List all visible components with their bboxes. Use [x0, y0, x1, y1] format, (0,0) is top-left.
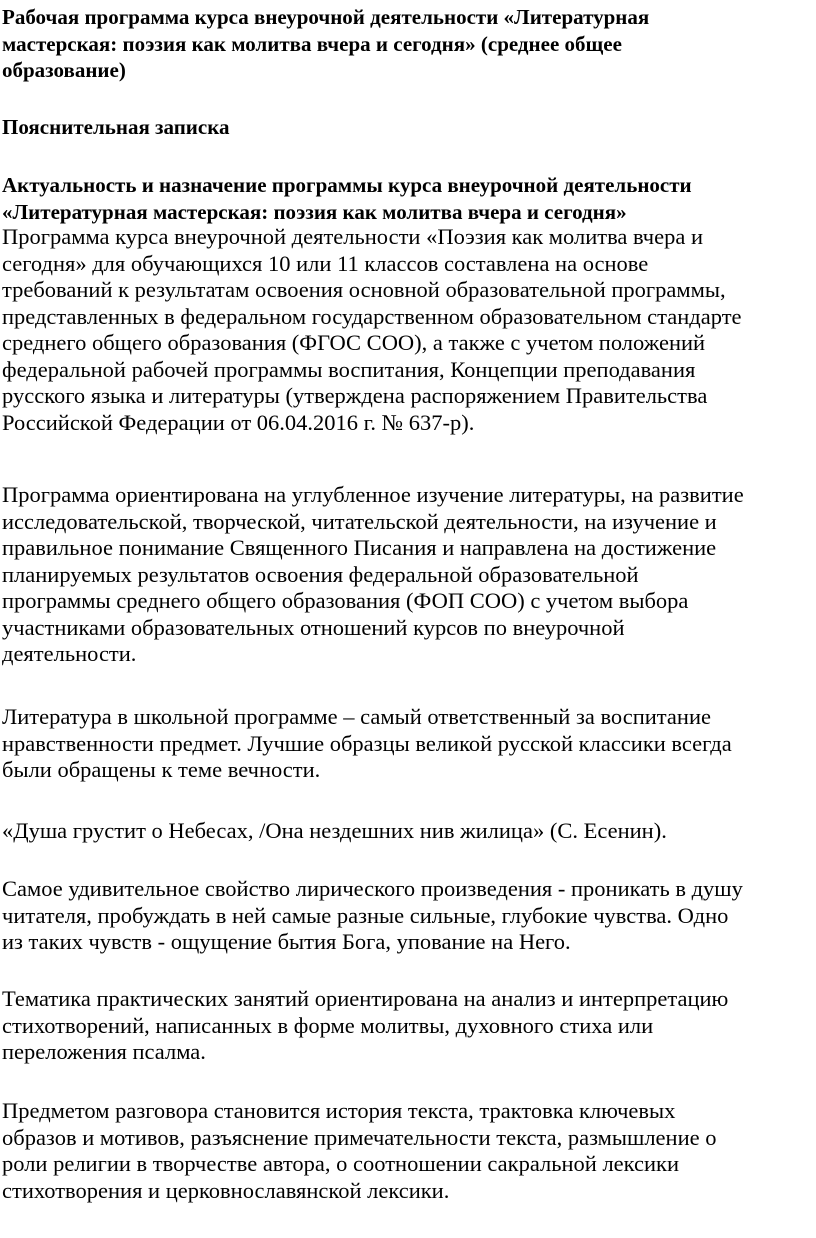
paragraph-line: Предметом разговора становится история текста, трактовка ключевых — [2, 1098, 676, 1123]
section-heading: Пояснительная записка — [2, 115, 230, 139]
paragraph-line: из таких чувств - ощущение бытия Бога, упование на Него. — [2, 929, 571, 954]
paragraph-program-orientation — [2, 482, 814, 668]
paragraph-line: Программа ориентирована на углубленное изучение литературы, на развитие — [2, 482, 744, 507]
paragraph-line: требований к результатам освоения основной образовательной программы, — [2, 277, 726, 302]
paragraph-discussion-subject — [2, 1098, 814, 1204]
paragraph-line: стихотворений, написанных в форме молитвы, духовного стиха или — [2, 1012, 654, 1038]
paragraph-line: образов и мотивов, разъяснение примечательности текста, размышление о — [2, 1124, 717, 1150]
paragraph-lyric-property — [2, 876, 814, 956]
paragraph-line: стихотворения и церковнославянской лексики. — [2, 1177, 450, 1203]
paragraph-line: планируемых результатов освоения федеральной образовательной — [2, 561, 639, 587]
subsection-heading-line: «Литературная мастерская: поэзия как молитва вчера и сегодня» — [2, 199, 627, 224]
paragraph-line: деятельности. — [2, 641, 137, 666]
paragraph-line: представленных в федеральном государственном образовательном стандарте — [2, 303, 742, 329]
paragraph-literature-role — [2, 704, 814, 784]
paragraph-line: программы среднего общего образования (ФОП СОО) с учетом выбора — [2, 588, 689, 613]
paragraph-line: роли религии в творчестве автора, о соотношении сакральной лексики — [2, 1151, 680, 1176]
title-line: Рабочая программа курса внеурочной деятельности «Литературная — [2, 5, 650, 29]
paragraph-program-basis — [2, 224, 814, 436]
paragraph-line: переложения псалма. — [2, 1039, 206, 1064]
paragraph-line: были обращены к теме вечности. — [2, 757, 321, 782]
paragraph-line: нравственности предмет. Лучшие образцы великой русской классики всегда — [2, 730, 732, 756]
paragraph-line: среднего общего образования (ФГОС СОО), а также с учетом положений — [2, 330, 706, 355]
paragraph-line: сегодня» для обучающихся 10 или 11 классов составлена на основе — [2, 250, 649, 276]
paragraph-practical-topics — [2, 986, 814, 1066]
paragraph-line: Программа курса внеурочной деятельности «Поэзия как молитва вчера и — [2, 224, 704, 249]
quote-esenin — [2, 818, 814, 845]
paragraph-line: Самое удивительное свойство лирического произведения - проникать в душу — [2, 876, 743, 901]
title-line: мастерская: поэзия как молитва вчера и сегодня» (среднее общее — [2, 31, 622, 56]
subsection-heading-line: Актуальность и назначение программы курса внеурочной деятельности — [2, 173, 692, 197]
paragraph-line: русского языка и литературы (утверждена распоряжением Правительства — [2, 383, 708, 408]
paragraph-line: Литература в школьной программе – самый ответственный за воспитание — [2, 704, 711, 729]
subsection-heading — [2, 172, 814, 225]
paragraph-line: участниками образовательных отношений курсов по внеурочной — [2, 614, 625, 640]
title-line: образование) — [2, 58, 126, 82]
paragraph-line: федеральной рабочей программы воспитания, Концепции преподавания — [2, 356, 696, 382]
document-title — [2, 4, 814, 84]
paragraph-line: Тематика практических занятий ориентирована на анализ и интерпретацию — [2, 986, 729, 1011]
quote-line: «Душа грустит о Небесах, /Она нездешних нив жилица» (С. Есенин). — [2, 818, 667, 843]
paragraph-line: читателя, пробуждать в ней самые разные сильные, глубокие чувства. Одно — [2, 902, 729, 928]
paragraph-line: исследовательской, творческой, читательской деятельности, на изучение и — [2, 508, 717, 534]
paragraph-line: правильное понимание Священного Писания и направлена на достижение — [2, 535, 717, 560]
paragraph-line: Российской Федерации от 06.04.2016 г. № 637-р). — [2, 409, 475, 435]
